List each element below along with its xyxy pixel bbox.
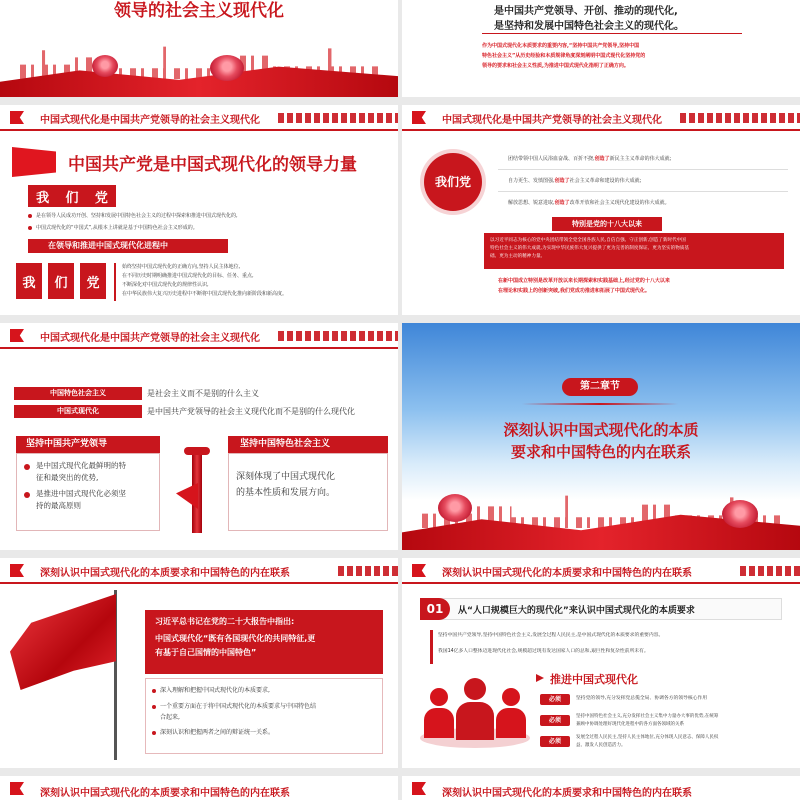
tag-modernization: 中国式现代化: [14, 405, 142, 418]
header-stripe: [278, 113, 398, 123]
slide-header: [0, 776, 398, 800]
flag-icon: [10, 329, 24, 342]
header-title: 深刻认识中国式现代化的本质要求和中国特色的内在联系: [442, 568, 692, 579]
new-era-line: 以习近平同志为核心的党中央团结带领全党全国各族人民,自信自强、守正创新,创造了新时代中国: [490, 238, 686, 243]
must-tag: 必须: [540, 736, 570, 747]
section-tab: 特别是党的十八大以来: [552, 217, 662, 231]
new-era-line: 特色社会主义的伟大成就,为实现中华民族伟大复兴提供了更为完善的制度保证、更为坚实的物质基: [490, 246, 689, 251]
population-line-1: 坚持中国共产党领导,坚持中国特色社会主义,发展全过程人民民主,是中国式现代化的本质要求的重要内容。: [438, 633, 664, 638]
slide-speech: [0, 558, 398, 768]
bullet-dot: [152, 731, 156, 735]
waving-red-flag-icon: [10, 594, 116, 690]
summary-line-2: 是坚持和发展中国特色社会主义的现代化。: [494, 21, 684, 32]
slide-achievements: [402, 105, 800, 315]
point-2a: 一个重要方面在于将中国式现代化的本质要求与中国特色结: [160, 703, 317, 710]
left-bullet-2a: 是推进中国式现代化必须坚: [36, 489, 126, 498]
peony-flower-icon: [722, 500, 758, 528]
point-3: 深刻认识和把握两者之间的辩证统一关系。: [160, 729, 275, 736]
chapter-badge: 第二章节: [562, 378, 638, 396]
must-item-3b: 益、激发人民创造活力。: [576, 743, 626, 748]
bullet-dot: [152, 705, 156, 709]
new-era-box: [484, 233, 784, 269]
must-item-3a: 发展全过程人民民主,坚持人民主体地位,充分体现人民意志、保障人民权: [576, 735, 719, 740]
arrow-icon: [536, 674, 544, 682]
bullet-dot: [28, 214, 32, 218]
flag-icon: [10, 111, 24, 124]
header-stripe: [680, 113, 800, 123]
socialism-text: 是社会主义而不是别的什么主义: [147, 389, 259, 398]
accent-bar: [430, 630, 433, 664]
slide-chapter-two: [402, 323, 800, 550]
tag-socialism: 中国特色社会主义: [14, 387, 142, 400]
must-tag: 必须: [540, 715, 570, 726]
section-number: 01: [420, 598, 450, 620]
slide-header: [402, 558, 800, 584]
summary-line-1: 是中国共产党领导、开创、推动的现代化,: [494, 6, 678, 17]
right-text-1: 深刻体现了中国式现代化: [236, 472, 336, 482]
chapter-title-2: 要求和中国特色的内在联系: [510, 443, 691, 461]
slide-leadership: [0, 105, 398, 315]
left-bullet-2b: 持的最高原则: [36, 501, 81, 510]
progress-item-1: 始终坚持中国式现代化的正确方向,坚持人民主体地位,: [122, 264, 241, 270]
we-char: 们: [65, 190, 79, 206]
we-tile: 我: [16, 263, 42, 299]
huabiao-pillar-icon: [176, 443, 218, 533]
must-item-1: 坚持党的领导,充分发挥党总揽全局、协调各方的领导核心作用: [576, 696, 708, 701]
header-title: 中国式现代化是中国共产党领导的社会主义现代化: [442, 115, 662, 126]
header-stripe: [278, 331, 398, 341]
summary-para-1: 作为中国式现代化本质要求的重要内容,“坚持中国共产党领导,坚持中国: [482, 43, 640, 49]
new-era-line: 础、更为主动的精神力量。: [490, 254, 546, 259]
divider: [482, 33, 742, 34]
progress-item-4: 在中华民族伟大复兴历史进程中不断将中国式现代化推向新阶段和新高度。: [122, 291, 288, 297]
population-line-2: 我国14亿多人口整体迈进现代化社会,规模超过现有发达国家人口的总和,艰巨性和复杂性前所未有。: [438, 649, 649, 654]
quote-box: [145, 610, 383, 674]
conclusion-line-1: 在新中国成立特别是改革开放以来长期探索和实践基础上,经过党的十八大以来: [498, 278, 670, 284]
achievement-2: 自力更生、发愤图强,创造了社会主义革命和建设的伟大成就;: [508, 178, 642, 184]
point-2b: 合起来,: [160, 714, 180, 721]
header-title: 深刻认识中国式现代化的本质要求和中国特色的内在联系: [40, 568, 290, 579]
header-title: 中国式现代化是中国共产党领导的社会主义现代化: [40, 333, 260, 344]
quote-head: 习近平总书记在党的二十大报告中指出:: [155, 617, 295, 626]
we-party-box: [28, 185, 116, 207]
chapter-title-1: 深刻认识中国式现代化的本质: [503, 421, 699, 439]
conclusion-line-2: 在理论和实践上的创新突破,我们党成功推进和拓展了中国式现代化。: [498, 288, 650, 294]
summary-para-3: 领导的要求和社会主义性质,为推进中国式现代化指明了正确方向。: [482, 63, 629, 69]
peony-flower-icon: [92, 55, 118, 77]
flag-icon: [10, 564, 24, 577]
quote-line-2: 有基于自己国情的中国特色”: [155, 648, 257, 657]
slide-summary: [402, 0, 800, 97]
header-title: 中国式现代化是中国共产党领导的社会主义现代化: [40, 115, 260, 126]
header-stripe: [338, 566, 398, 576]
slide-header: [402, 776, 800, 800]
header-title: 深刻认识中国式现代化的本质要求和中国特色的内在联系: [40, 788, 290, 799]
slide-cover-partial: [0, 0, 398, 97]
slide-header: [402, 105, 800, 131]
left-head: 坚持中国共产党领导: [16, 436, 160, 453]
bullet-dot: [24, 464, 30, 470]
must-tag: 必须: [540, 694, 570, 705]
slide-header: [0, 323, 398, 349]
big-title: 中国共产党是中国式现代化的领导力量: [68, 155, 357, 175]
cover-title: 领导的社会主义现代化: [114, 1, 284, 21]
divider: [114, 263, 116, 301]
section-title: 从“人口规模巨大的现代化”来认识中国式现代化的本质要求: [458, 606, 695, 616]
peony-flower-icon: [210, 55, 244, 81]
slide-partial: [402, 776, 800, 800]
left-bullet-1a: 是中国式现代化最鲜明的特: [36, 461, 126, 470]
flag-icon: [412, 111, 426, 124]
slide-header: [0, 558, 398, 584]
flag-icon: [10, 782, 24, 795]
point-1: 深入理解和把握中国式现代化的本质要求,: [160, 687, 270, 694]
right-head: 坚持中国特色社会主义: [228, 436, 388, 453]
slide-population: [402, 558, 800, 768]
progress-item-3: 不断深化对中国式现代化的规律性认识,: [122, 282, 209, 288]
slide-partial: [0, 776, 398, 800]
people-group-icon: [420, 670, 530, 752]
achievement-3: 解放思想、锐意进取,创造了改革开放和社会主义现代化建设的伟大成就。: [508, 200, 670, 206]
we-tile: 们: [48, 263, 74, 299]
quote-line-1: 中国式现代化“既有各国现代化的共同特征,更: [155, 634, 316, 643]
push-modernization-title: 推进中国式现代化: [550, 673, 638, 686]
leadership-bullet-2: 中国式现代化的“中国式”,从根本上讲就是基于中国特色社会主义形成的。: [36, 225, 198, 231]
flag-icon: [412, 782, 426, 795]
header-stripe: [740, 566, 800, 576]
we-party-circle: 我们党: [424, 153, 482, 211]
summary-para-2: 特色社会主义”从历史经验和本质规律角度深刻阐明中国式现代化坚持党的: [482, 53, 646, 59]
peony-flower-icon: [438, 494, 472, 522]
modernization-text: 是中国共产党领导的社会主义现代化而不是别的什么现代化: [147, 407, 355, 416]
we-char: 我: [36, 190, 50, 206]
divider: [498, 191, 788, 192]
we-party-tiles: [16, 263, 106, 303]
slide-header: [0, 105, 398, 131]
right-text-2: 的基本性质和发展方向。: [236, 488, 336, 498]
red-flag-icon: [12, 147, 56, 177]
achievement-1: 团结带领中国人民浴血奋战、百折不挠,创造了新民主主义革命的伟大成就;: [508, 156, 672, 162]
header-title: 深刻认识中国式现代化的本质要求和中国特色的内在联系: [442, 788, 692, 799]
progress-item-2: 在不同历史时期明确推进中国式现代化的目标、任务、重点,: [122, 273, 254, 279]
left-bullet-1b: 征和最突出的优势,: [36, 473, 99, 482]
we-char: 党: [94, 190, 108, 206]
divider: [498, 169, 788, 170]
progress-banner: 在领导和推进中国式现代化进程中: [28, 239, 228, 253]
bullet-dot: [152, 689, 156, 693]
must-item-2a: 坚持中国特色社会主义,充分发挥社会主义集中力量办大事的优势,在统筹: [576, 714, 719, 719]
bullet-dot: [28, 226, 32, 230]
must-item-2b: 兼顾中协调处理好现代化进程中的各方面各领域的关系: [576, 722, 684, 727]
flag-icon: [412, 564, 426, 577]
leadership-bullet-1: 是在领导人民成功开创、坚持和发展中国特色社会主义的过程中探索和推进中国式现代化的,: [36, 213, 238, 219]
we-tile: 党: [80, 263, 106, 299]
bullet-dot: [24, 492, 30, 498]
divider: [522, 403, 678, 405]
slide-socialism: [0, 323, 398, 550]
